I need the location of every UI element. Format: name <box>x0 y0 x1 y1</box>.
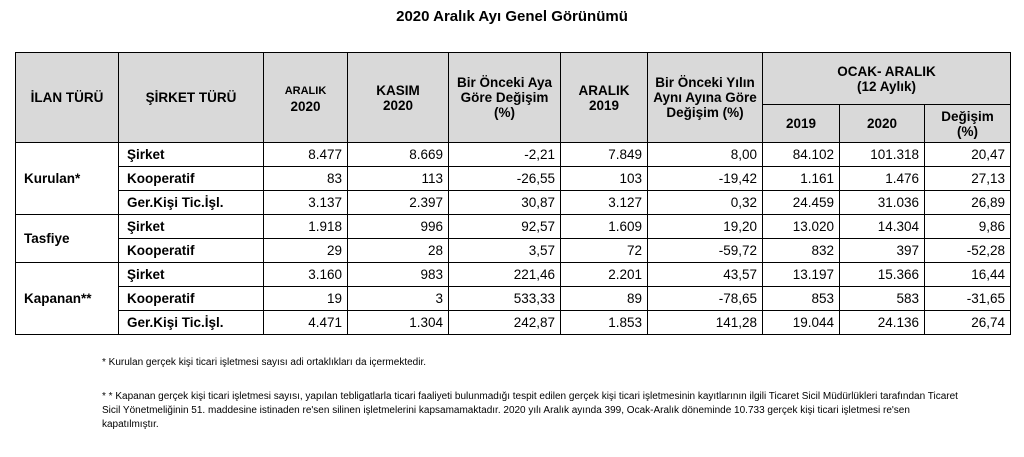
value-cell-yearChange: 43,57 <box>648 263 763 287</box>
value-cell-aralik2020: 1.918 <box>264 215 348 239</box>
header-ocak-aralik <box>763 53 1011 105</box>
value-cell-aralik2020: 3.137 <box>264 191 348 215</box>
group-label: Kapanan** <box>16 263 119 335</box>
company-type-cell: Kooperatif <box>119 287 264 311</box>
table-row <box>16 287 1011 311</box>
value-cell-monthChange: 3,57 <box>449 239 561 263</box>
value-cell-yearChange: 0,32 <box>648 191 763 215</box>
value-cell-yearChange: 8,00 <box>648 143 763 167</box>
table-row <box>16 311 1011 335</box>
value-cell-kasim2020: 983 <box>348 263 449 287</box>
value-cell-y2019: 853 <box>763 287 840 311</box>
value-cell-change: -52,28 <box>925 239 1011 263</box>
company-type-cell: Kooperatif <box>119 167 264 191</box>
value-cell-aralik2020: 19 <box>264 287 348 311</box>
value-cell-y2019: 13.197 <box>763 263 840 287</box>
value-cell-aralik2019: 1.609 <box>561 215 648 239</box>
company-type-cell: Ger.Kişi Tic.İşl. <box>119 311 264 335</box>
header-prev-year-change: Bir Önceki Yılın Aynı Ayına Göre Değişim (%) <box>648 53 763 143</box>
header-kasim-2020-label: KASIM <box>376 82 420 98</box>
value-cell-aralik2020: 29 <box>264 239 348 263</box>
company-type-cell: Kooperatif <box>119 239 264 263</box>
group-label: Kurulan* <box>16 143 119 215</box>
value-cell-y2020: 397 <box>840 239 925 263</box>
table-row <box>16 167 1011 191</box>
company-type-cell: Şirket <box>119 143 264 167</box>
value-cell-change: 9,86 <box>925 215 1011 239</box>
value-cell-monthChange: -26,55 <box>449 167 561 191</box>
footnote-2: * * Kapanan gerçek kişi ticari işletmesi sayısı, yapılan tebligatlarla ticari faaliyeti bulunmadığı tespit edilen gerçek kişi ticari işletmesinin kayıtlarının ilgili Ticaret Sicil Müdürlükleri tarafından Ticaret Sicil Yönetmeliğinin 51. maddesine istinaden re'sen silinen işletmelerini kapsamamaktadır. 2020 yılı Aralık ayında 399, Ocak-Aralık döneminde 10.733 gerçek kişi ticari işletmesi re'sen kapatılmıştır. <box>102 391 958 430</box>
value-cell-y2020: 583 <box>840 287 925 311</box>
header-ocak-aralik-label: OCAK- ARALIK <box>837 63 936 79</box>
value-cell-aralik2019: 103 <box>561 167 648 191</box>
group-label: Tasfiye <box>16 215 119 263</box>
value-cell-y2020: 1.476 <box>840 167 925 191</box>
company-type-cell: Ger.Kişi Tic.İşl. <box>119 191 264 215</box>
value-cell-y2020: 101.318 <box>840 143 925 167</box>
value-cell-monthChange: 92,57 <box>449 215 561 239</box>
value-cell-kasim2020: 28 <box>348 239 449 263</box>
value-cell-change: 26,89 <box>925 191 1011 215</box>
company-type-cell: Şirket <box>119 263 264 287</box>
header-prev-month-change: Bir Önceki Aya Göre Değişim (%) <box>449 53 561 143</box>
header-degisim: Değişim (%) <box>925 105 1011 143</box>
table-row <box>16 191 1011 215</box>
value-cell-aralik2019: 89 <box>561 287 648 311</box>
value-cell-aralik2020: 8.477 <box>264 143 348 167</box>
value-cell-aralik2019: 72 <box>561 239 648 263</box>
statistics-table <box>15 52 1011 335</box>
value-cell-monthChange: 221,46 <box>449 263 561 287</box>
value-cell-y2020: 31.036 <box>840 191 925 215</box>
value-cell-monthChange: 30,87 <box>449 191 561 215</box>
value-cell-kasim2020: 3 <box>348 287 449 311</box>
value-cell-change: 16,44 <box>925 263 1011 287</box>
value-cell-y2019: 84.102 <box>763 143 840 167</box>
value-cell-aralik2020: 83 <box>264 167 348 191</box>
header-kasim-2020 <box>348 53 449 143</box>
value-cell-kasim2020: 1.304 <box>348 311 449 335</box>
value-cell-kasim2020: 996 <box>348 215 449 239</box>
header-aralik-2019-year: 2019 <box>588 97 620 113</box>
header-aralik-2020 <box>264 53 348 143</box>
page-title: 2020 Aralık Ayı Genel Görünümü <box>396 8 628 25</box>
value-cell-aralik2019: 3.127 <box>561 191 648 215</box>
value-cell-y2020: 15.366 <box>840 263 925 287</box>
header-twelve-months: (12 Aylık) <box>856 78 917 94</box>
value-cell-aralik2020: 4.471 <box>264 311 348 335</box>
header-aralik-2020-year: 2020 <box>290 98 321 114</box>
value-cell-aralik2020: 3.160 <box>264 263 348 287</box>
value-cell-change: 27,13 <box>925 167 1011 191</box>
value-cell-change: -31,65 <box>925 287 1011 311</box>
value-cell-y2019: 832 <box>763 239 840 263</box>
value-cell-yearChange: -78,65 <box>648 287 763 311</box>
value-cell-aralik2019: 2.201 <box>561 263 648 287</box>
value-cell-y2019: 1.161 <box>763 167 840 191</box>
value-cell-y2020: 14.304 <box>840 215 925 239</box>
value-cell-monthChange: 533,33 <box>449 287 561 311</box>
value-cell-change: 20,47 <box>925 143 1011 167</box>
value-cell-y2020: 24.136 <box>840 311 925 335</box>
header-aralik-2020-label: ARALIK <box>284 84 327 97</box>
header-2019: 2019 <box>763 105 840 143</box>
value-cell-monthChange: -2,21 <box>449 143 561 167</box>
value-cell-yearChange: 141,28 <box>648 311 763 335</box>
value-cell-y2019: 13.020 <box>763 215 840 239</box>
header-kasim-2020-year: 2020 <box>382 97 414 113</box>
header-2020: 2020 <box>840 105 925 143</box>
value-cell-aralik2019: 7.849 <box>561 143 648 167</box>
company-type-cell: Şirket <box>119 215 264 239</box>
value-cell-y2019: 19.044 <box>763 311 840 335</box>
header-ilan-turu: İLAN TÜRÜ <box>16 53 119 143</box>
table-body <box>16 143 1011 335</box>
value-cell-yearChange: 19,20 <box>648 215 763 239</box>
value-cell-kasim2020: 8.669 <box>348 143 449 167</box>
value-cell-change: 26,74 <box>925 311 1011 335</box>
header-sirket-turu: ŞİRKET TÜRÜ <box>119 53 264 143</box>
value-cell-monthChange: 242,87 <box>449 311 561 335</box>
value-cell-kasim2020: 113 <box>348 167 449 191</box>
footnote-1: * Kurulan gerçek kişi ticari işletmesi sayısı adi ortaklıkları da içermektedir. <box>102 357 427 368</box>
value-cell-yearChange: -59,72 <box>648 239 763 263</box>
header-aralik-2019 <box>561 53 648 143</box>
table-row <box>16 239 1011 263</box>
table-row <box>16 263 1011 287</box>
table-row <box>16 215 1011 239</box>
value-cell-y2019: 24.459 <box>763 191 840 215</box>
table-row <box>16 143 1011 167</box>
value-cell-yearChange: -19,42 <box>648 167 763 191</box>
value-cell-aralik2019: 1.853 <box>561 311 648 335</box>
value-cell-kasim2020: 2.397 <box>348 191 449 215</box>
header-aralik-2019-label: ARALIK <box>578 82 630 98</box>
